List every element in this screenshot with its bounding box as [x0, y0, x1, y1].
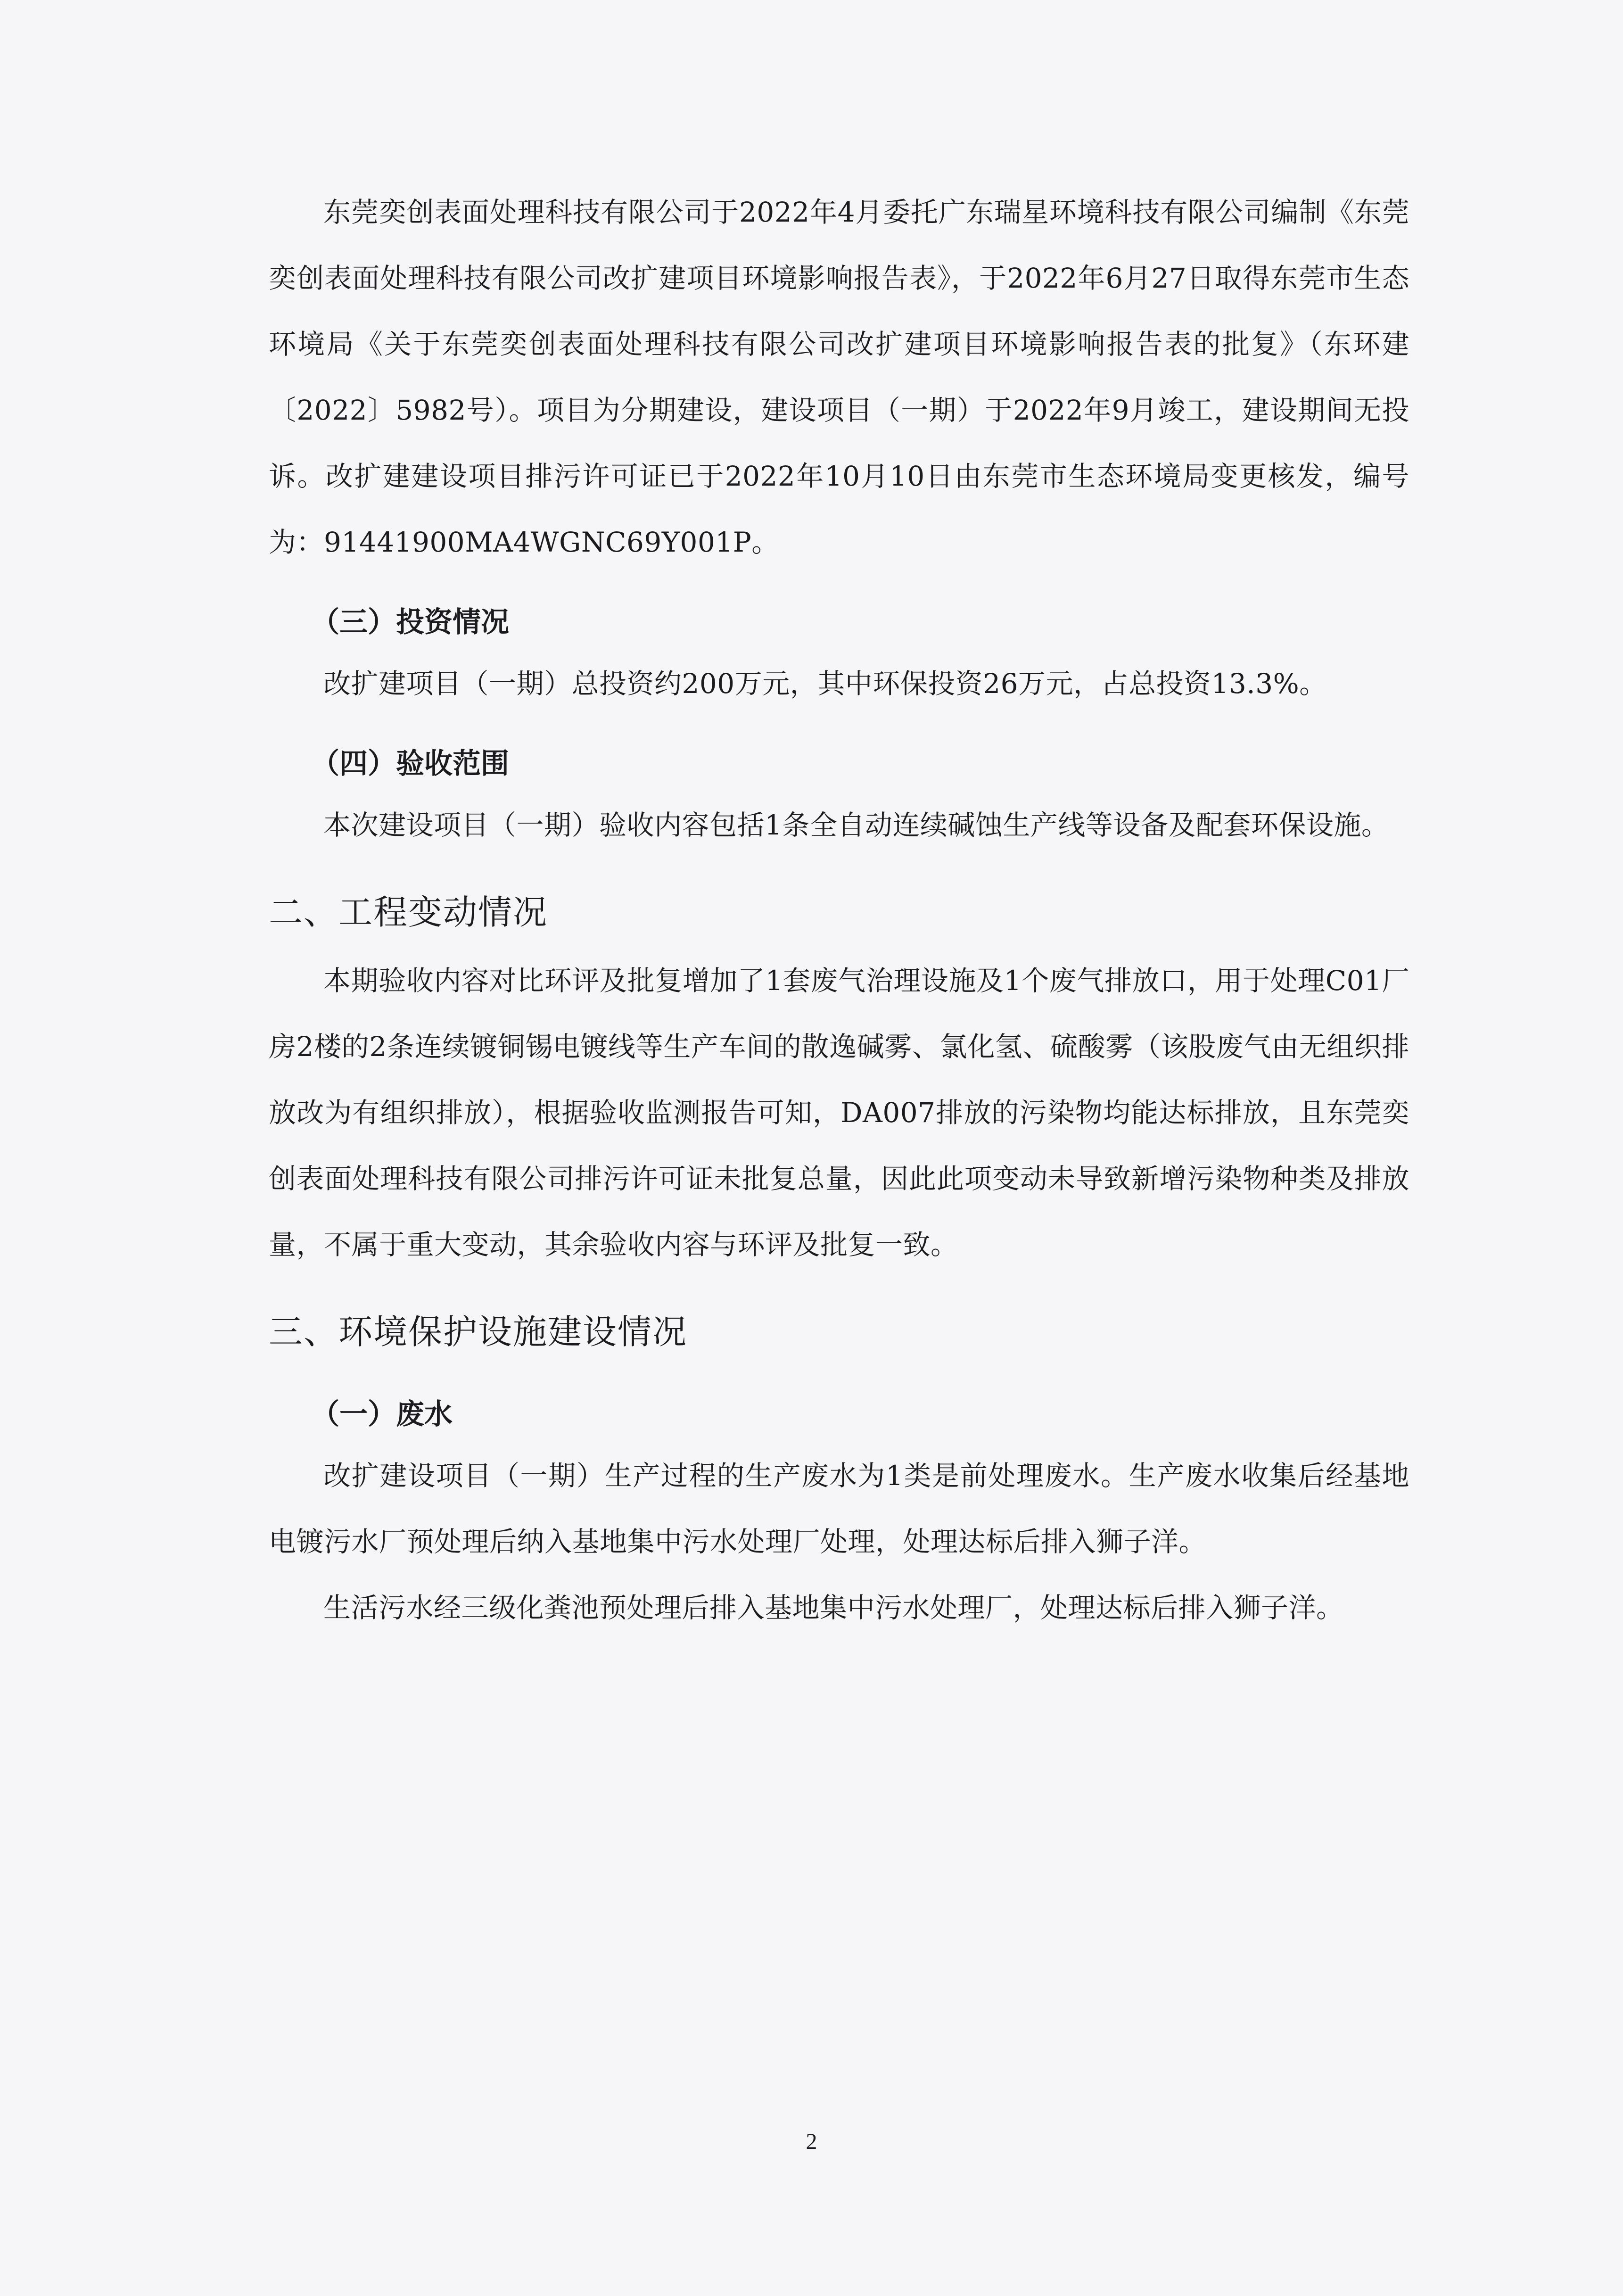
heading-project-changes: 二、工程变动情况: [269, 892, 548, 932]
paragraph-acceptance-scope: 本次建设项目（一期）验收内容包括1条全自动连续碱蚀生产线等设备及配套环保设施。: [323, 809, 1389, 841]
paragraph-production-wastewater: 改扩建设项目（一期）生产过程的生产废水为1类是前处理废水。生产废水收集后经基地电镀污水厂预处理后纳入基地集中污水处理厂处理，处理达标后排入狮子洋。: [269, 1460, 1409, 1558]
paragraph-background: 东莞奕创表面处理科技有限公司于2022年4月委托广东瑞星环境科技有限公司编制《东莞奕创表面处理科技有限公司改扩建项目环境影响报告表》，于2022年6月27日取得东莞市生态环境局《关于东莞奕创表面处理科技有限公司改扩建项目环境影响报告表的批复》（东环建〔2022〕5982号）。项目为分期建设，建设项目（一期）于2022年9月竣工，建设期间无投诉。改扩建建设项目排污许可证已于2022年10月10日由东莞市生态环境局变更核发，编号为：91441900MA4WGNC69Y001P。: [269, 196, 1409, 558]
heading-acceptance-scope: （四）验收范围: [311, 747, 509, 780]
heading-wastewater: （一）废水: [311, 1398, 453, 1431]
heading-environmental-facilities: 三、环境保护设施建设情况: [269, 1312, 688, 1352]
page-number: 2: [806, 2129, 817, 2154]
paragraph-project-changes: 本期验收内容对比环评及批复增加了1套废气治理设施及1个废气排放口，用于处理C01厂房2楼的2条连续镀铜锡电镀线等生产车间的散逸碱雾、氯化氢、硫酸雾（该股废气由无组织排放改为有组织排放），根据验收监测报告可知，DA007排放的污染物均能达标排放，且东莞奕创表面处理科技有限公司排污许可证未批复总量，因此此项变动未导致新增污染物种类及排放量，不属于重大变动，其余验收内容与环评及批复一致。: [269, 965, 1409, 1261]
paragraph-investment: 改扩建项目（一期）总投资约200万元，其中环保投资26万元，占总投资13.3%。: [323, 668, 1327, 700]
heading-investment: （三）投资情况: [311, 606, 509, 639]
paragraph-domestic-sewage: 生活污水经三级化粪池预处理后排入基地集中污水处理厂，处理达标后排入狮子洋。: [323, 1592, 1344, 1624]
document-body: [269, 179, 1409, 1641]
